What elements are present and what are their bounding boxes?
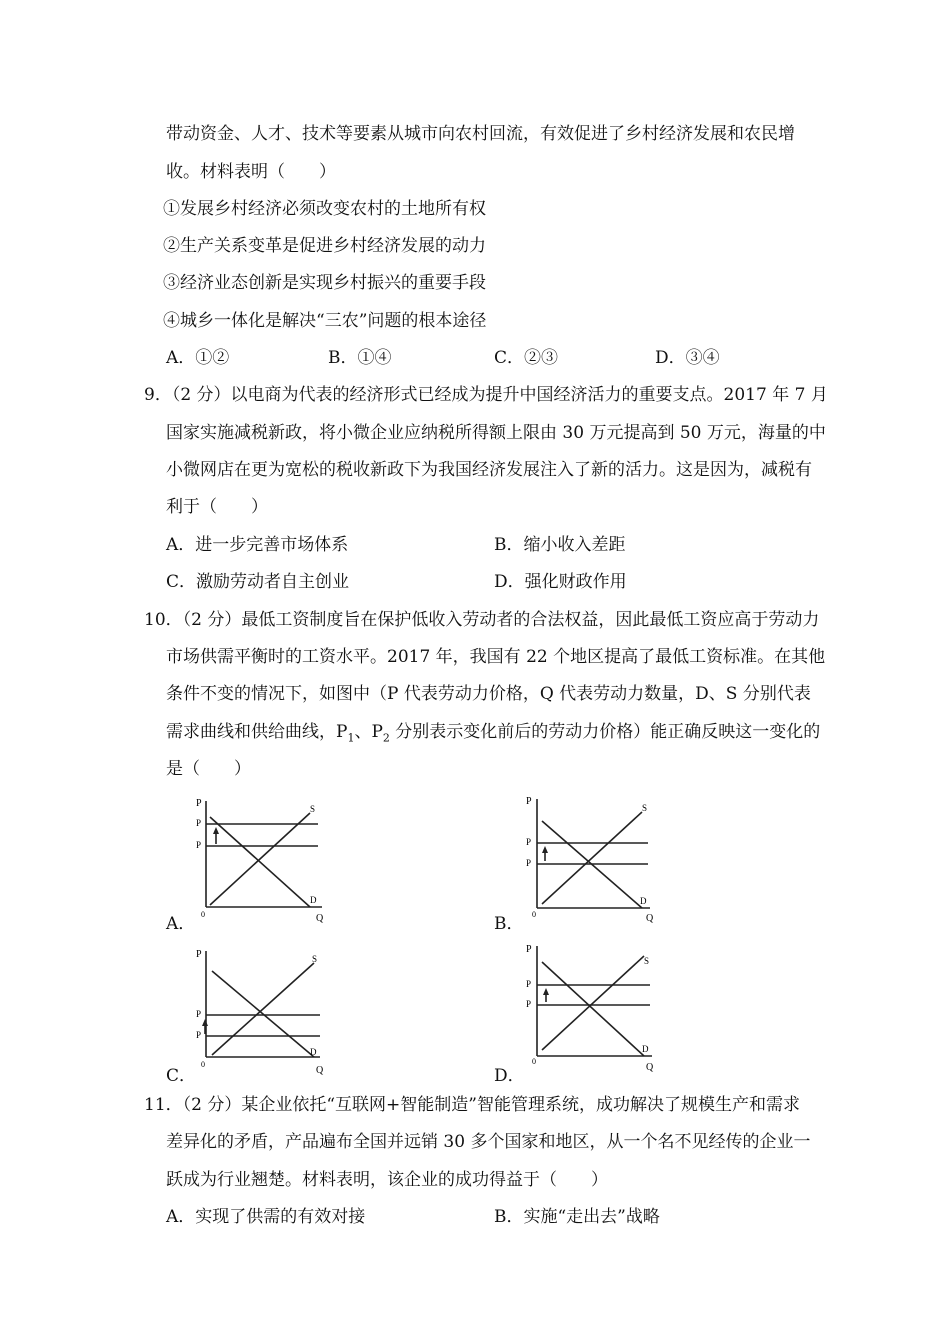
graph-c-p2-label: P bbox=[196, 1030, 202, 1040]
q9-option-a[interactable]: A．进一步完善市场体系 bbox=[166, 535, 349, 555]
graph-b-p1-label: P bbox=[526, 858, 532, 868]
graph-a-origin: 0 bbox=[201, 910, 205, 919]
q8-line-1: 带动资金、人才、技术等要素从城市向农村回流，有效促进了乡村经济发展和农民增 bbox=[166, 124, 795, 144]
q8-statement-4: ④城乡一体化是解决“三农”问题的根本途径 bbox=[163, 311, 487, 331]
p2-subscript: 2 bbox=[382, 731, 390, 745]
q10-option-a[interactable]: A． bbox=[166, 914, 196, 934]
graph-b-p-axis-label: P bbox=[526, 796, 532, 807]
q10-line-3: 条件不变的情况下，如图中（P 代表劳动力价格，Q 代表劳动力数量，D、S 分别代表 bbox=[166, 684, 811, 704]
q11-line-3: 跃成为行业翘楚。材料表明，该企业的成功得益于（ ） bbox=[166, 1170, 608, 1190]
q8-statement-3: ③经济业态创新是实现乡村振兴的重要手段 bbox=[163, 273, 486, 293]
q10-option-b[interactable]: B． bbox=[494, 914, 524, 934]
graph-c-p-axis-label: P bbox=[196, 949, 202, 960]
graph-b-q-axis-label: Q bbox=[646, 913, 654, 924]
graph-d-origin: 0 bbox=[532, 1057, 536, 1066]
graph-b-s-label: S bbox=[642, 803, 648, 813]
graph-a-p1-label: P bbox=[196, 840, 202, 850]
q8-line-2: 收。材料表明（ ） bbox=[166, 162, 336, 182]
graph-a-d-label: D bbox=[310, 895, 317, 905]
graph-b-d-label: D bbox=[640, 896, 647, 906]
q10-line-2: 市场供需平衡时的工资水平。2017 年，我国有 22 个地区提高了最低工资标准。在其他 bbox=[166, 647, 826, 667]
graph-a-p-axis-label: P bbox=[196, 798, 202, 809]
q9-line-3: 小微网店在更为宽松的税收新政下为我国经济发展注入了新的活力。这是因为，减税有 bbox=[166, 460, 812, 480]
graph-a-p2-label: P bbox=[196, 818, 202, 828]
q11-option-b[interactable]: B．实施“走出去”战略 bbox=[494, 1207, 660, 1227]
q8-option-a[interactable]: A．①② bbox=[166, 348, 230, 368]
q9-option-c[interactable]: C．激励劳动者自主创业 bbox=[166, 572, 350, 592]
graph-a[interactable] bbox=[192, 795, 332, 925]
q8-option-c[interactable]: C．②③ bbox=[494, 348, 559, 368]
q9-option-d[interactable]: D．强化财政作用 bbox=[494, 572, 627, 592]
graph-c-origin: 0 bbox=[201, 1060, 205, 1069]
q8-statement-2: ②生产关系变革是促进乡村经济发展的动力 bbox=[163, 236, 486, 256]
graph-d-p1-label: P bbox=[526, 999, 532, 1009]
graph-b-origin: 0 bbox=[532, 910, 536, 919]
q10-line-4 bbox=[166, 722, 820, 748]
p-separator: 、 bbox=[354, 722, 372, 742]
p2-label: P bbox=[371, 722, 383, 742]
q10-line-4-text: 需求曲线和供给曲线， bbox=[166, 722, 336, 742]
graph-d-q-axis-label: Q bbox=[646, 1062, 654, 1072]
q9-line-1: 9．（2 分）以电商为代表的经济形式已经成为提升中国经济活力的重要支点。2017 年 7 月 bbox=[144, 385, 828, 405]
q8-statement-1: ①发展乡村经济必须改变农村的土地所有权 bbox=[163, 199, 486, 219]
graph-d-d-label: D bbox=[642, 1044, 649, 1054]
q10-line-1: 10．（2 分）最低工资制度旨在保护低收入劳动者的合法权益，因此最低工资应高于劳动力 bbox=[144, 610, 820, 630]
graph-c[interactable] bbox=[192, 945, 332, 1077]
p1-subscript: 1 bbox=[347, 731, 355, 745]
q10-line-4-rest: 分别表示变化前后的劳动力价格）能正确反映这一变化的 bbox=[389, 722, 821, 742]
graph-a-q-axis-label: Q bbox=[316, 913, 324, 924]
q11-option-a[interactable]: A．实现了供需的有效对接 bbox=[166, 1207, 366, 1227]
q10-line-5: 是（ ） bbox=[166, 759, 251, 779]
graph-a-s-label: S bbox=[310, 804, 316, 814]
q10-option-d[interactable]: D． bbox=[494, 1066, 525, 1086]
q10-option-c[interactable]: C． bbox=[166, 1066, 197, 1086]
graph-d[interactable] bbox=[520, 940, 660, 1072]
graph-c-q-axis-label: Q bbox=[316, 1065, 324, 1076]
q11-line-1: 11．（2 分）某企业依托“互联网+智能制造”智能管理系统，成功解决了规模生产和需求 bbox=[144, 1095, 800, 1115]
graph-d-p2-label: P bbox=[526, 979, 532, 989]
q8-option-d[interactable]: D．③④ bbox=[655, 348, 720, 368]
graph-d-s-label: S bbox=[644, 956, 650, 966]
q8-option-b[interactable]: B．①④ bbox=[328, 348, 392, 368]
q9-option-b[interactable]: B．缩小收入差距 bbox=[494, 535, 626, 555]
q9-line-2: 国家实施减税新政，将小微企业应纳税所得额上限由 30 万元提高到 50 万元，海量的中 bbox=[166, 423, 826, 443]
graph-b[interactable] bbox=[520, 795, 660, 925]
graph-c-p1-label: P bbox=[196, 1009, 202, 1019]
q11-line-2: 差异化的矛盾，产品遍布全国并远销 30 多个国家和地区，从一个名不见经传的企业一 bbox=[166, 1132, 811, 1152]
graph-b-p2-label: P bbox=[526, 837, 532, 847]
graph-d-p-axis-label: P bbox=[526, 944, 532, 955]
q9-line-4: 利于（ ） bbox=[166, 497, 268, 517]
graph-c-s-label: S bbox=[312, 954, 318, 964]
p1-label: P bbox=[336, 722, 348, 742]
graph-c-d-label: D bbox=[310, 1047, 317, 1057]
